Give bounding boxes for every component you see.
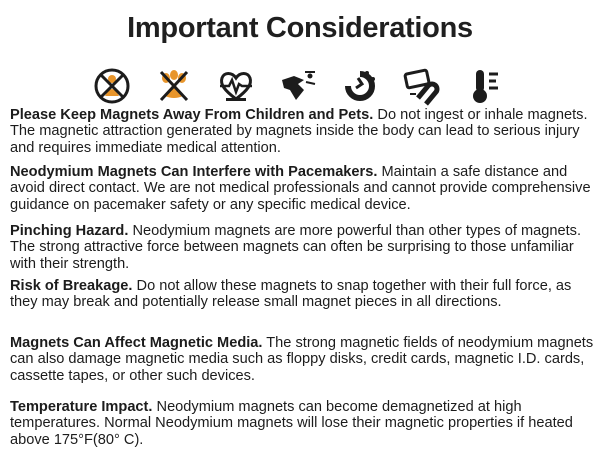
- section-body: Do not allow these magnets to snap together with their full force, as they may break and potentially release small magnet pieces in all directions.: [10, 278, 572, 311]
- section-heading: Temperature Impact.: [10, 399, 153, 415]
- section-body: The strong magnetic fields of neodymium magnets can also damage magnetic media such as floppy disks, credit cards, magnetic I.D. cards, cassette tapes, or other such devices.: [10, 335, 594, 384]
- section-children-pets: [10, 107, 596, 156]
- thermometer-icon: [464, 66, 504, 106]
- section-heading: Neodymium Magnets Can Interfere with Pacemakers.: [10, 164, 378, 180]
- icon-row: [92, 66, 512, 106]
- pinch-hand-icon: [278, 66, 318, 106]
- section-body: Neodymium magnets can become demagnetized at high temperatures. Normal Neodymium magnets will lose their magnetic properties if heated above 175°F(80° C).: [10, 399, 573, 448]
- section-body: Neodymium magnets are more powerful than other types of magnets. The strong attractive force between magnets can often be surprising to those unfamiliar with their strength.: [10, 223, 582, 272]
- section-magnetic-media: [10, 335, 596, 384]
- section-pinching-hazard: [10, 223, 596, 272]
- section-pacemakers: [10, 164, 596, 213]
- section-body: Do not ingest or inhale magnets. The magnetic attraction generated by magnets inside the body can lead to serious injury and requires immediate medical attention.: [10, 107, 588, 156]
- section-body: Maintain a safe distance and avoid direct contact. We are not medical professionals and cannot provide comprehensive guidance on pacemaker safety or any specific medical device.: [10, 164, 591, 213]
- magnetic-card-icon: [402, 66, 442, 106]
- section-heading: Magnets Can Affect Magnetic Media.: [10, 335, 263, 351]
- heart-pacemaker-icon: [216, 66, 256, 106]
- section-heading: Risk of Breakage.: [10, 278, 133, 294]
- page-title: Important Considerations: [127, 12, 473, 44]
- section-heading: Pinching Hazard.: [10, 223, 129, 239]
- no-pets-icon: [154, 66, 194, 106]
- section-breakage: [10, 278, 596, 311]
- no-child-icon: [92, 66, 132, 106]
- breakage-icon: [340, 66, 380, 106]
- section-temperature: [10, 399, 596, 448]
- section-heading: Please Keep Magnets Away From Children and Pets.: [10, 107, 374, 123]
